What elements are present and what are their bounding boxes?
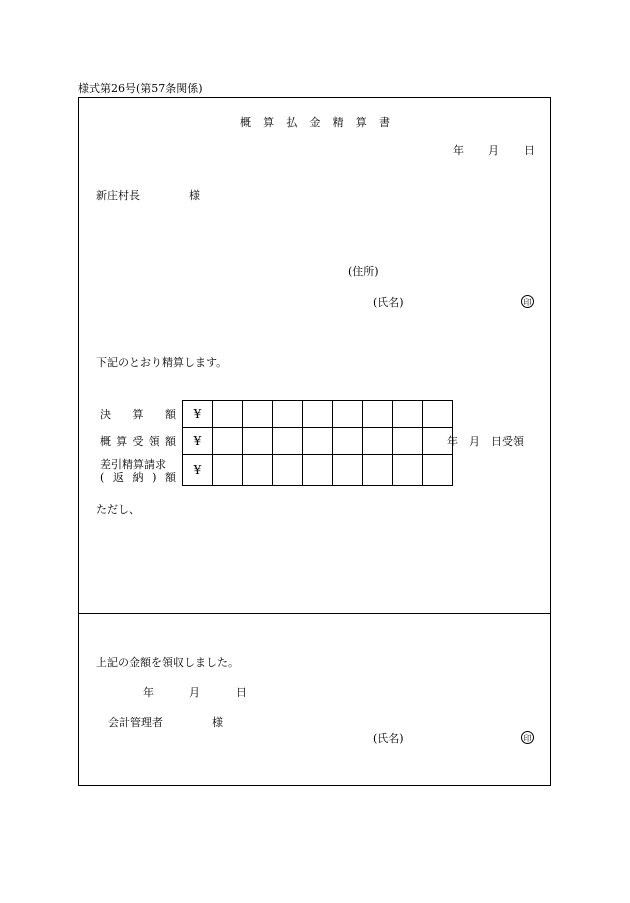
label-char: 概 [100, 435, 111, 448]
section-divider [78, 613, 551, 614]
digit-cell[interactable] [273, 401, 303, 428]
title-char: 算 [355, 116, 367, 129]
digit-cell[interactable] [333, 455, 363, 486]
digit-cell[interactable] [303, 455, 333, 486]
digit-cell[interactable] [213, 455, 243, 486]
title-char: 算 [263, 116, 275, 129]
label-line1: 差引精算請求 [100, 458, 166, 471]
date-bottom-day: 日 [236, 686, 247, 699]
digit-cell[interactable] [303, 428, 333, 455]
row-label-advance [96, 435, 178, 448]
digit-cell[interactable] [213, 401, 243, 428]
digit-cell[interactable] [393, 401, 423, 428]
label-char: 領 [148, 435, 160, 448]
label-char: 額 [164, 471, 176, 484]
receipt-date: 年 月 日受領 [447, 435, 524, 448]
row-label-settlement [96, 408, 178, 421]
title-char: 金 [309, 116, 321, 129]
form-number: 様式第26号(第57条関係) [78, 82, 203, 95]
name-label: (氏名) [373, 296, 404, 309]
digit-cell[interactable] [423, 455, 453, 486]
digit-cell[interactable] [303, 401, 333, 428]
date-bottom-year: 年 [143, 686, 154, 699]
addressee-name: 新庄村長 [96, 189, 140, 202]
row-label-difference [96, 458, 178, 484]
receipt-statement: 上記の金額を領収しました。 [96, 656, 239, 669]
digit-cell[interactable] [273, 428, 303, 455]
label-char: 納 [132, 471, 144, 484]
table-row [183, 401, 453, 428]
label-char: ) [152, 471, 157, 484]
digit-cell[interactable] [243, 428, 273, 455]
label-char: 額 [165, 408, 176, 421]
date-top-year: 年 [453, 144, 464, 157]
date-top-month: 月 [488, 144, 499, 157]
seal-mark: 印 [521, 295, 534, 308]
digit-cell[interactable] [363, 428, 393, 455]
table-row [183, 455, 453, 486]
label-char: 算 [116, 435, 128, 448]
label-char: ( [100, 471, 105, 484]
title-char: 精 [332, 116, 344, 129]
digit-cell[interactable] [423, 401, 453, 428]
accountant-title: 会計管理者 [108, 716, 163, 729]
proviso: ただし、 [96, 503, 140, 516]
currency-cell: ¥ [183, 428, 213, 455]
label-line2 [96, 471, 178, 484]
address-label: (住所) [348, 265, 379, 278]
label-char: 額 [165, 435, 176, 448]
seal-mark-bottom: 印 [521, 731, 534, 744]
digit-cell[interactable] [213, 428, 243, 455]
label-char: 受 [132, 435, 144, 448]
currency-cell: ¥ [183, 401, 213, 428]
title-char: 書 [378, 116, 390, 129]
digit-cell[interactable] [243, 455, 273, 486]
addressee-honorific: 様 [189, 189, 200, 202]
amount-table [182, 400, 453, 486]
date-bottom-month: 月 [189, 686, 200, 699]
digit-cell[interactable] [393, 455, 423, 486]
label-char: 返 [112, 471, 124, 484]
digit-cell[interactable] [393, 428, 423, 455]
document-title [240, 117, 390, 128]
accountant-honorific: 様 [212, 716, 223, 729]
table-row [183, 428, 453, 455]
digit-cell[interactable] [363, 401, 393, 428]
label-char: 決 [100, 408, 111, 421]
title-char: 払 [286, 116, 298, 129]
digit-cell[interactable] [243, 401, 273, 428]
label-char: 算 [132, 408, 144, 421]
digit-cell[interactable] [363, 455, 393, 486]
date-top-day: 日 [524, 144, 535, 157]
digit-cell[interactable] [333, 428, 363, 455]
title-char: 概 [240, 116, 251, 129]
name-label-bottom: (氏名) [373, 732, 404, 745]
statement: 下記のとおり精算します。 [96, 356, 228, 369]
digit-cell[interactable] [273, 455, 303, 486]
currency-cell: ¥ [183, 455, 213, 486]
digit-cell[interactable] [333, 401, 363, 428]
